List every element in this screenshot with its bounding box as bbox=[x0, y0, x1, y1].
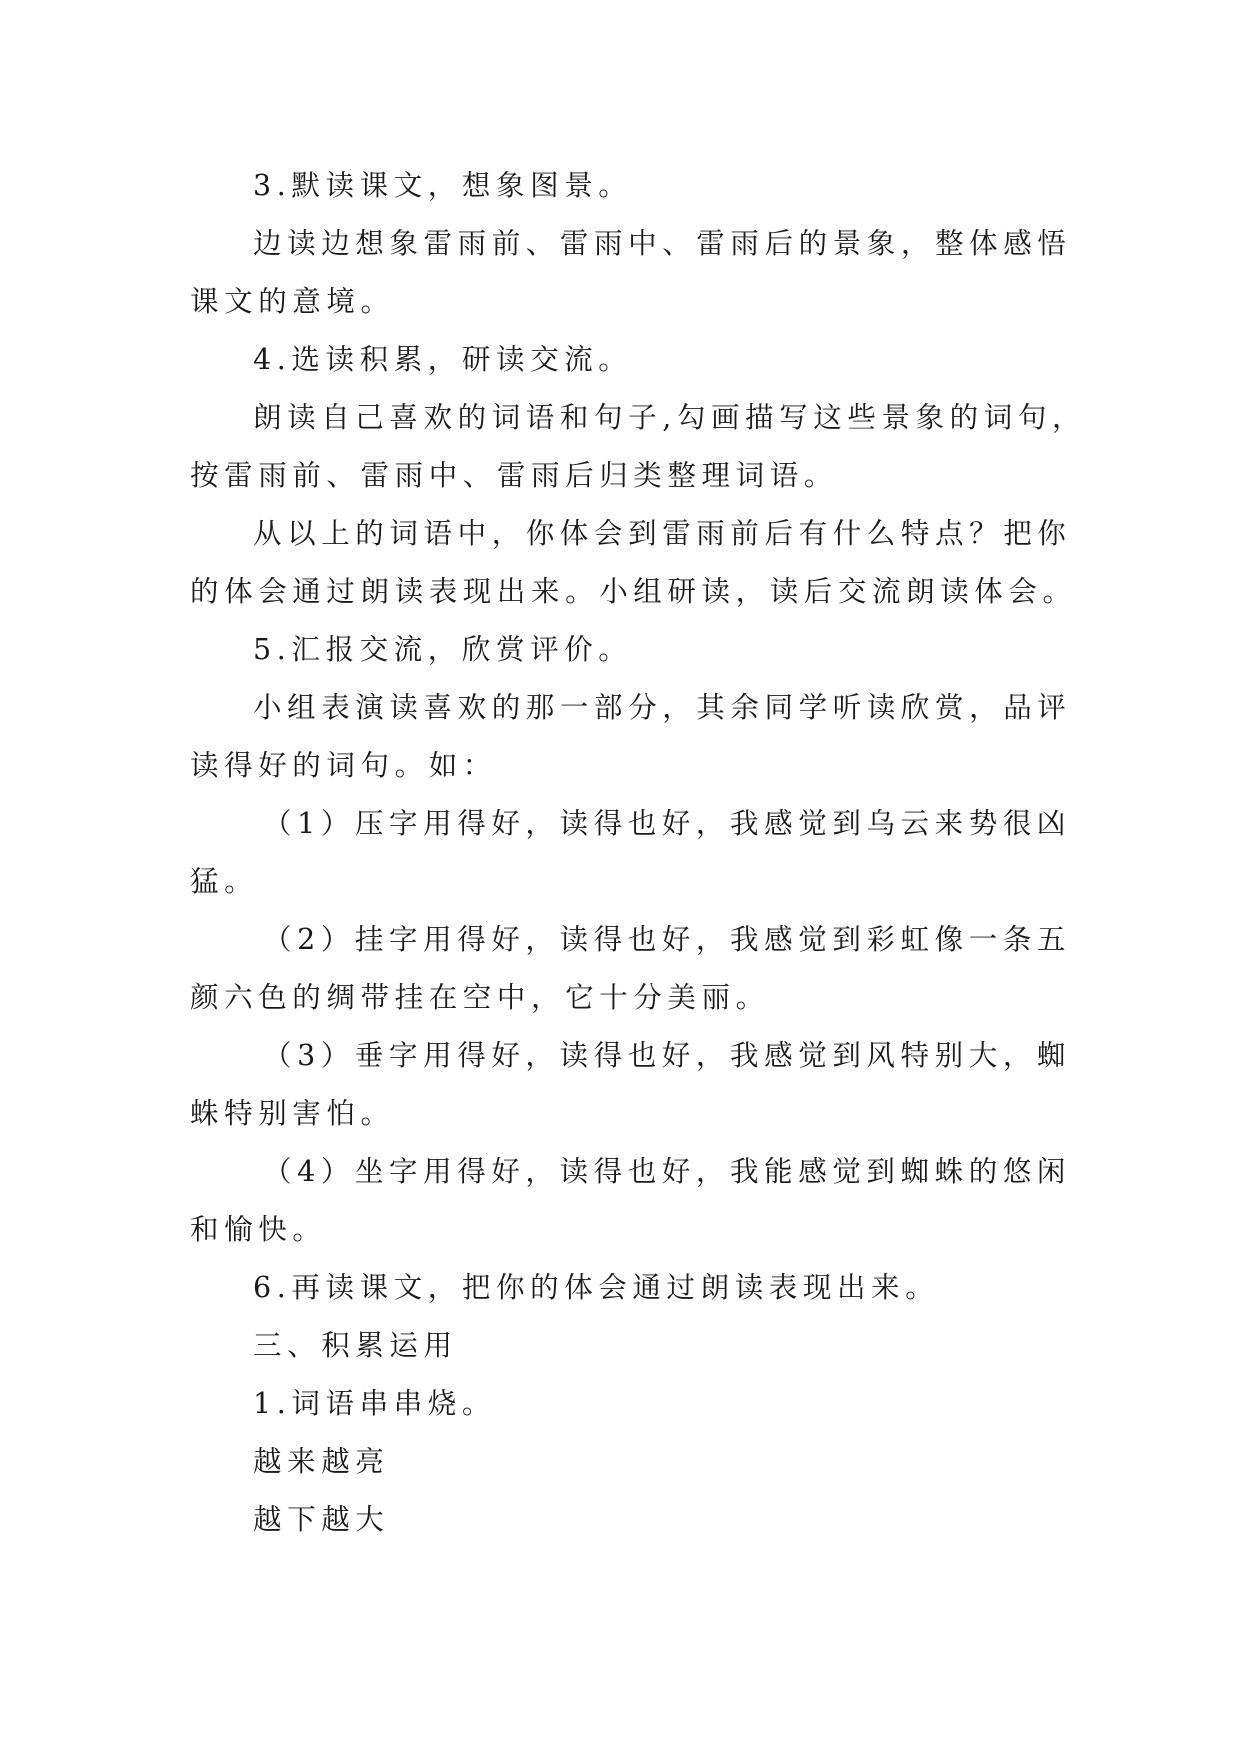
paragraph-heading-4: 4.选读积累，研读交流。 bbox=[253, 343, 633, 376]
paragraph-line: 读得好的词句。如： bbox=[190, 749, 497, 782]
paragraph-line: 颜六色的绸带挂在空中，它十分美丽。 bbox=[190, 981, 770, 1014]
list-item-3: （3）垂字用得好，读得也好，我感觉到风特别大，蜘 bbox=[263, 1039, 1072, 1072]
paragraph-line: 边读边想象雷雨前、雷雨中、雷雨后的景象，整体感悟 bbox=[253, 227, 1072, 260]
paragraph-heading-3: 3.默读课文，想象图景。 bbox=[253, 169, 633, 202]
paragraph-heading-5: 5.汇报交流，欣赏评价。 bbox=[253, 633, 633, 666]
list-item-4: （4）坐字用得好，读得也好，我能感觉到蜘蛛的悠闲 bbox=[263, 1155, 1072, 1188]
paragraph-line: 朗读自己喜欢的词语和句子,勾画描写这些景象的词句， bbox=[253, 401, 1087, 434]
word-item: 越来越亮 bbox=[253, 1445, 390, 1478]
paragraph-line: 从以上的词语中，你体会到雷雨前后有什么特点？把你 bbox=[253, 517, 1072, 550]
paragraph-line: 和愉快。 bbox=[190, 1213, 327, 1246]
paragraph-line: 蛛特别害怕。 bbox=[190, 1097, 395, 1130]
list-item-2: （2）挂字用得好，读得也好，我感觉到彩虹像一条五 bbox=[263, 923, 1072, 956]
list-item-1: （1）压字用得好，读得也好，我感觉到乌云来势很凶 bbox=[263, 807, 1072, 840]
paragraph-line: 按雷雨前、雷雨中、雷雨后归类整理词语。 bbox=[190, 459, 838, 492]
section-heading: 三、积累运用 bbox=[253, 1329, 458, 1362]
word-item: 越下越大 bbox=[253, 1503, 390, 1536]
paragraph-line: 小组表演读喜欢的那一部分，其余同学听读欣赏，品评 bbox=[253, 691, 1072, 724]
paragraph-line: 的体会通过朗读表现出来。小组研读，读后交流朗读体会。 bbox=[190, 575, 1077, 608]
paragraph-line: 猛。 bbox=[190, 865, 259, 898]
subsection-heading: 1.词语串串烧。 bbox=[253, 1387, 496, 1420]
paragraph-line: 课文的意境。 bbox=[190, 285, 395, 318]
paragraph-heading-6: 6.再读课文，把你的体会通过朗读表现出来。 bbox=[253, 1271, 940, 1304]
